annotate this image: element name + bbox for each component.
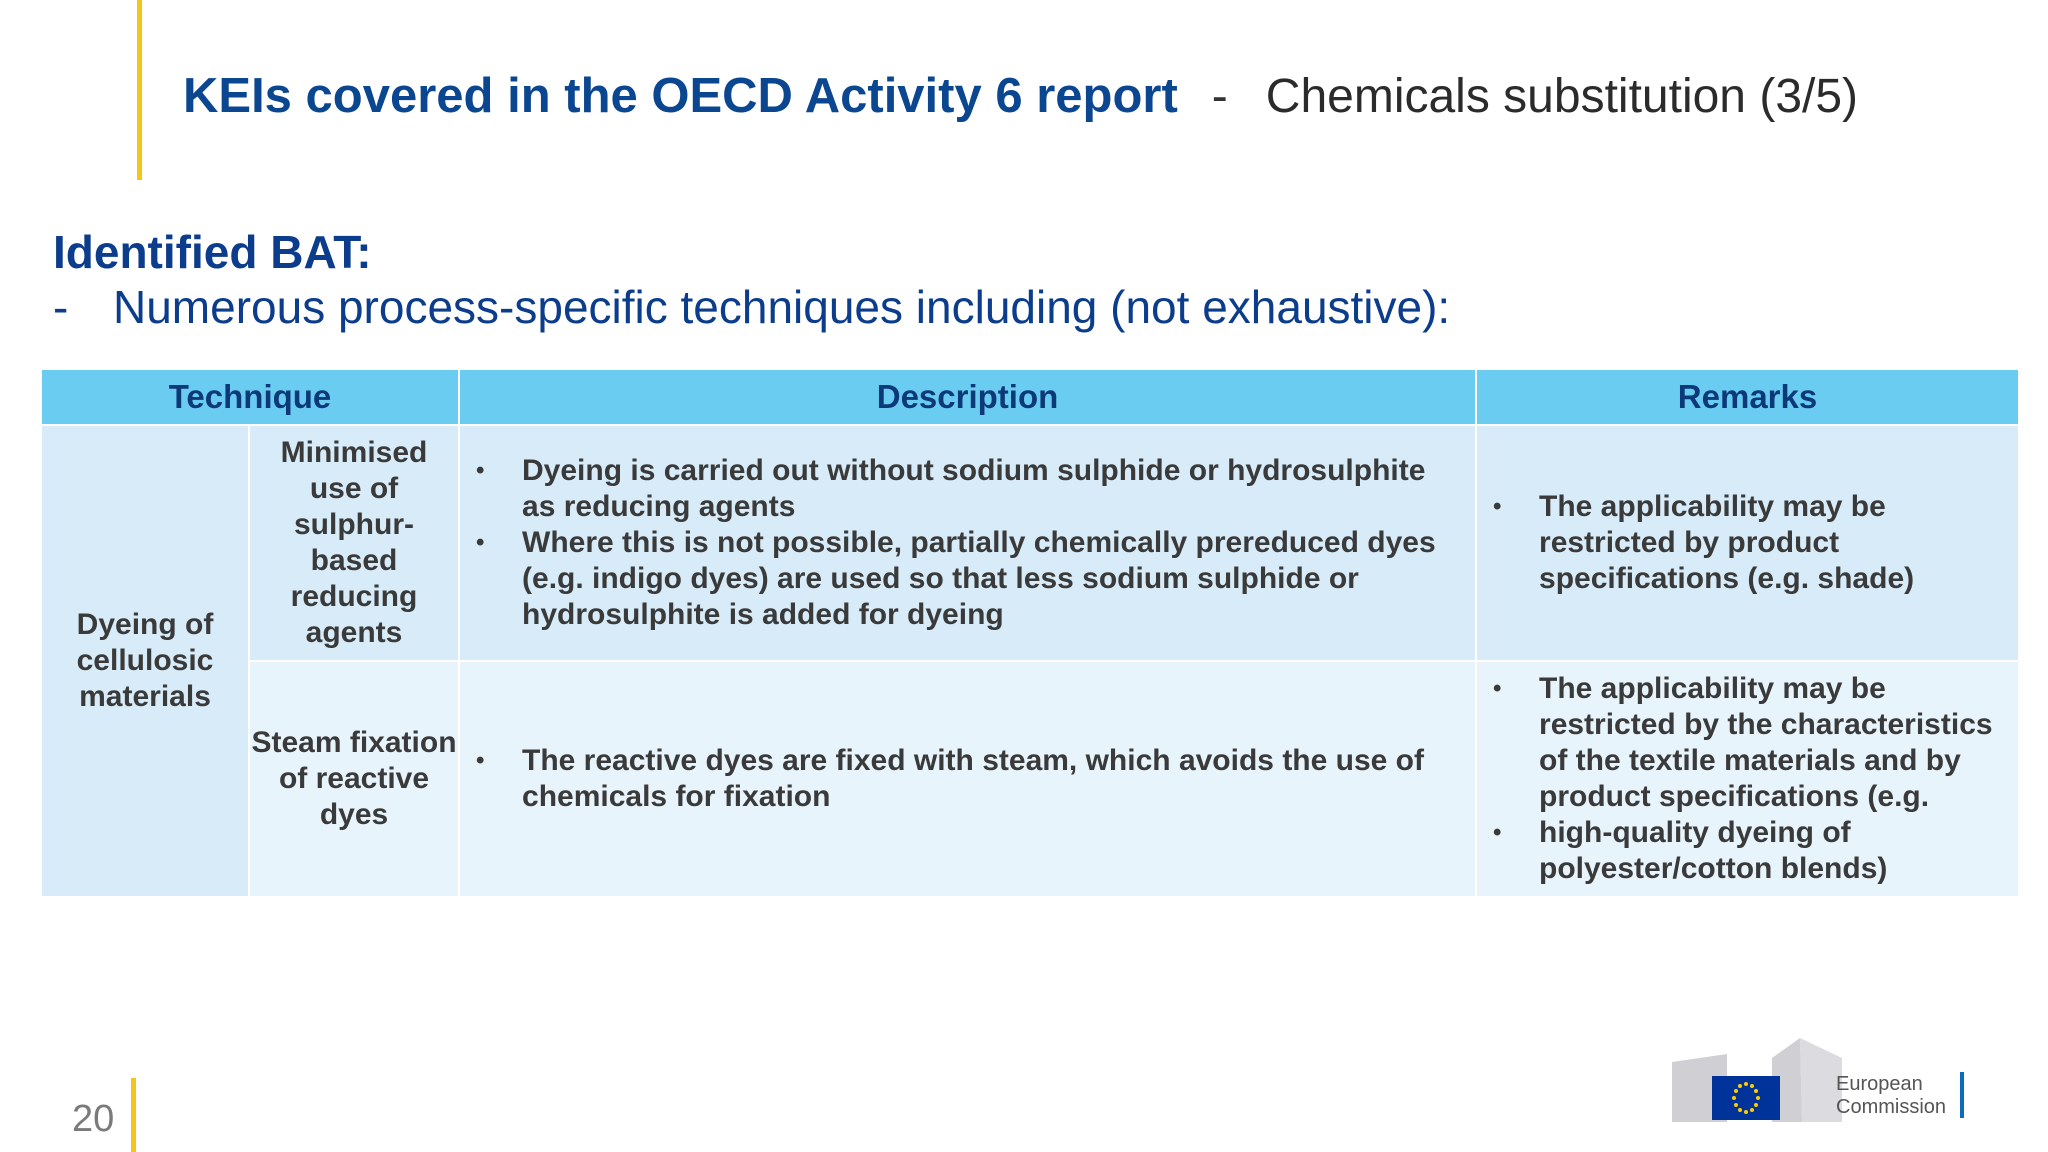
column-header-remarks: Remarks xyxy=(1476,369,2019,425)
column-header-description: Description xyxy=(459,369,1476,425)
logo-accent-bar xyxy=(1960,1072,1964,1118)
page-title xyxy=(183,68,1858,124)
accent-bar-bottom xyxy=(131,1078,136,1152)
list-item: • The applicability may be restricted by product specifications (e.g. shade) xyxy=(1489,489,1998,597)
bat-intro-text: Numerous process-specific techniques including (not exhaustive): xyxy=(113,281,1451,333)
title-separator: - xyxy=(1211,70,1228,123)
description-cell xyxy=(459,661,1476,897)
technique-cell: Minimised use of sulphur-based reducing agents xyxy=(249,425,459,661)
list-item: • Where this is not possible, partially chemically prereduced dyes (e.g. indigo dyes) are used so that less sodium sulphide or hydrosulphite is added for dyeing xyxy=(472,525,1455,633)
table-row xyxy=(41,425,2019,661)
technique-cell: Steam fixation of reactive dyes xyxy=(249,661,459,897)
bat-heading: Identified BAT: xyxy=(53,226,372,278)
list-item: • The reactive dyes are fixed with steam, which avoids the use of chemicals for fixation xyxy=(472,743,1455,815)
technique-group-cell: Dyeing of cellulosic materials xyxy=(41,425,249,897)
logo-line-1: European xyxy=(1836,1073,1923,1095)
title-main: KEIs covered in the OECD Activity 6 report xyxy=(183,69,1178,123)
list-item: • Dyeing is carried out without sodium sulphide or hydrosulphite as reducing agents xyxy=(472,453,1455,525)
description-cell xyxy=(459,425,1476,661)
title-subtitle: Chemicals substitution (3/5) xyxy=(1265,70,1859,123)
bat-intro xyxy=(53,280,1450,334)
remarks-cell xyxy=(1476,661,2019,897)
table-header-row xyxy=(41,369,2019,425)
remarks-cell xyxy=(1476,425,2019,661)
logo-line-2: Commission xyxy=(1836,1096,1947,1118)
page-number: 20 xyxy=(72,1098,115,1140)
bat-dash: - xyxy=(53,281,69,333)
list-item: • The applicability may be restricted by the characteristics of the textile materials and by product specifications (e.g. xyxy=(1489,671,1998,815)
table-row xyxy=(41,661,2019,897)
bat-table xyxy=(40,368,2020,898)
list-item: • high-quality dyeing of polyester/cotton blends) xyxy=(1489,815,1998,887)
european-commission-wordmark xyxy=(1836,1073,1946,1119)
accent-bar-top xyxy=(137,0,142,180)
column-header-technique: Technique xyxy=(41,369,459,425)
